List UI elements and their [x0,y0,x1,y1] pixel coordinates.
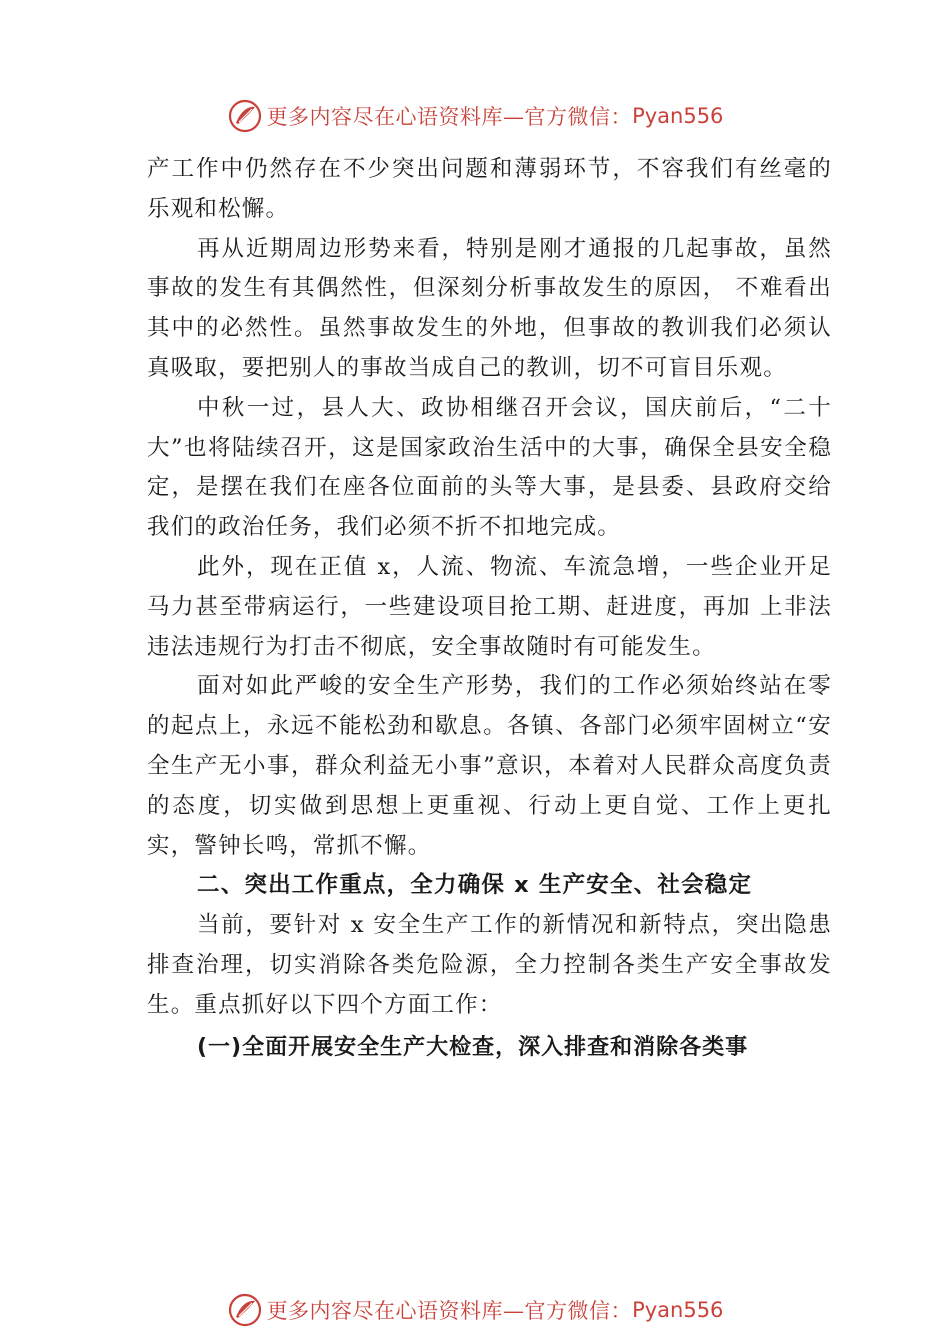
paragraph-2: 再从近期周边形势来看，特别是刚才通报的几起事故，虽然事故的发生有其偶然性，但深刻分析事故发生的原因， 不难看出其中的必然性。虽然事故发生的外地，但事故的教训我们必须认真吸取，要把别人的事故当成自己的教训，切不可盲目乐观。 [147,235,832,381]
brand-logo-icon [227,1292,263,1328]
paragraph-1: 产工作中仍然存在不少突出问题和薄弱环节，不容我们有丝毫的乐观和松懈。 [147,156,832,222]
banner-text: 更多内容尽在心语资料库—官方微信： [266,1299,633,1323]
document-body [147,150,832,1070]
paragraph-6: 当前，要针对 x 安全生产工作的新情况和新特点，突出隐患排查治理，切实消除各类危险源，全力控制各类生产安全事故发生。重点抓好以下四个方面工作： [147,912,832,1018]
subsection-heading: (一)全面开展安全生产大检查，深入排查和消除各类事 [197,1034,749,1060]
paragraph-3: 中秋一过，县人大、政协相继召开会议，国庆前后，“二十大”也将陆续召开，这是国家政治生活中的大事，确保全县安全稳定，是摆在我们在座各位面前的头等大事，是县委、县政府交给我们的政治任务，我们必须不折不扣地完成。 [147,394,832,541]
section-heading: 二、突出工作重点，全力确保 x 生产安全、社会稳定 [197,872,753,899]
footer-banner [0,1290,950,1330]
paragraph-5: 面对如此严峻的安全生产形势，我们的工作必须始终站在零的起点上，永远不能松劲和歇息。各镇、各部门必须牢固树立“安全生产无小事，群众利益无小事”意识，本着对人民群众高度负责的态度，切实做到思想上更重视、行动上更自觉、工作上更扎实，警钟长鸣，常抓不懈。 [147,673,832,859]
banner-wechat-id: Pyan556 [632,1298,724,1322]
brand-logo-icon [227,98,263,134]
banner-wechat-id: Pyan556 [632,104,724,128]
header-banner [0,96,950,136]
banner-text: 更多内容尽在心语资料库—官方微信： [266,105,633,129]
paragraph-4: 此外，现在正值 x，人流、物流、车流急增，一些企业开足马力甚至带病运行，一些建设项目抢工期、赶进度，再加 上非法违法违规行为打击不彻底，安全事故随时有可能发生。 [147,553,832,660]
